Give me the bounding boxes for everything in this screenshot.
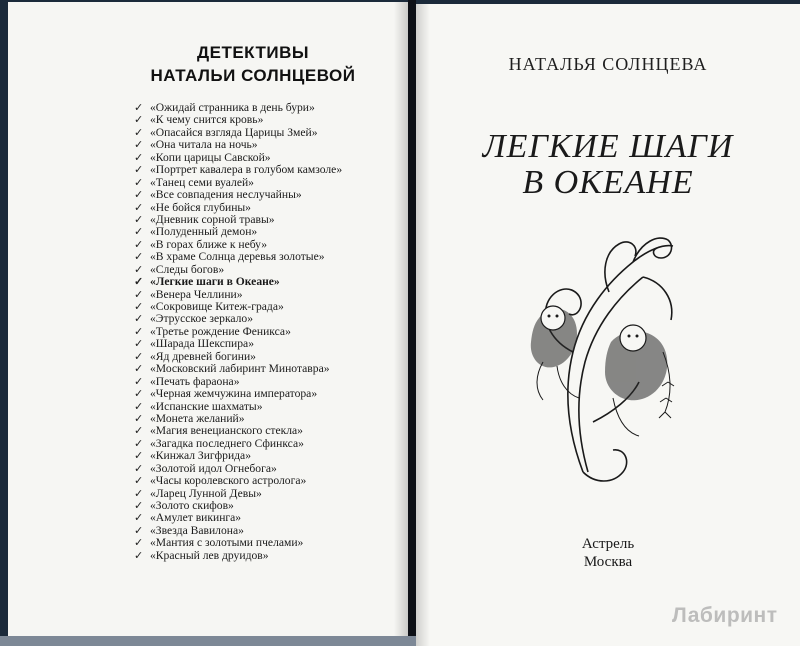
book-list-title: «В храме Солнца деревья золотые» [150,250,325,264]
author-name: НАТАЛЬЯ СОЛНЦЕВА [508,54,708,74]
book-list-title: «Все совпадения неслучайны» [150,188,302,202]
book-list-title: «Магия венецианского стекла» [150,424,303,438]
checkmark-icon: ✓ [134,375,144,388]
checkmark-icon: ✓ [134,400,144,413]
checkmark-icon: ✓ [134,102,144,114]
checkmark-icon: ✓ [134,313,144,326]
checkmark-icon: ✓ [134,301,144,313]
book-list-title: «Испанские шахматы» [150,399,263,413]
book-list-title: «Третье рождение Феникса» [150,324,291,338]
book-list-title: «Часы королевского астролога» [150,474,307,488]
book-list-title: «Загадка последнего Сфинкса» [150,436,304,450]
book-title-list [132,102,342,562]
left-page [8,2,408,638]
publisher-city: Москва [583,554,633,570]
right-page [416,4,800,646]
checkmark-icon: ✓ [134,425,144,438]
checkmark-icon: ✓ [134,288,144,301]
checkmark-icon: ✓ [134,462,144,475]
checkmark-icon: ✓ [134,176,144,189]
checkmark-icon: ✓ [134,126,144,139]
book-list-title: «Амулет викинга» [150,511,242,525]
checkmark-icon: ✓ [134,338,144,351]
checkmark-icon: ✓ [134,139,144,152]
book-list-title: «Золото скифов» [150,499,234,512]
book-gutter [408,0,416,646]
checkmark-icon: ✓ [134,524,144,537]
book-list-title: «Копи царицы Савской» [150,150,271,164]
book-list-title: «Звезда Вавилона» [150,523,244,537]
checkmark-icon: ✓ [134,500,144,512]
publisher-name: Астрель [581,536,635,552]
checkmark-icon: ✓ [134,213,144,226]
book-list-title: «Легкие шаги в Океане» [150,275,280,289]
book-list-title: «Портрет кавалера в голубом камзоле» [150,163,343,177]
checkmark-icon: ✓ [134,325,144,338]
book-list-title: «Опасайся взгляда Царицы Змей» [150,125,318,139]
checkmark-icon: ✓ [134,512,144,525]
checkmark-icon: ✓ [134,475,144,488]
book-list-title: «Этрусское зеркало» [150,312,254,326]
checkmark-icon: ✓ [134,437,144,450]
checkmark-icon: ✓ [134,263,144,276]
book-list-title: «Она читала на ночь» [150,138,258,152]
checkmark-icon: ✓ [134,388,144,401]
book-list-title: «Ожидай странника в день бури» [150,101,315,114]
book-list-title: «Золотой идол Огнебога» [150,461,277,475]
checkmark-icon: ✓ [134,450,144,463]
book-list-title: «Ларец Лунной Девы» [150,486,262,500]
book-list-title: «Черная жемчужина императора» [150,387,318,401]
checkmark-icon: ✓ [134,363,144,376]
book-list-title: «Полуденный демон» [150,225,258,239]
book-list-title: «Яд древней богини» [150,349,256,363]
book-list-title: «Сокровище Китеж-града» [150,300,284,313]
book-list-title: «Шарада Шекспира» [150,337,255,351]
book-list-title: «В горах ближе к небу» [150,237,268,251]
book-list-title: «Красный лев друидов» [150,548,269,562]
book-list-title: «Дневник сорной травы» [150,212,275,226]
book-list-title: «Московский лабиринт Минотавра» [150,362,330,376]
page-shadow [394,2,408,638]
checkmark-icon: ✓ [134,350,144,363]
checkmark-icon: ✓ [134,412,144,425]
checkmark-icon: ✓ [134,151,144,164]
book-list-title: «Следы богов» [150,262,225,276]
book-list-title: «Мантия с золотыми пчелами» [150,536,304,550]
checkmark-icon: ✓ [134,487,144,500]
cherubs-acanthus-ornament-icon [513,222,683,494]
checkmark-icon: ✓ [134,189,144,202]
book-list-title: «Печать фараона» [150,374,240,388]
book-list-title: «К чему снится кровь» [150,113,264,127]
checkmark-icon: ✓ [134,226,144,239]
watermark: Лабиринт [672,604,778,627]
checkmark-icon: ✓ [134,201,144,214]
book-list-title: «Не бойся глубины» [150,200,251,214]
checkmark-icon: ✓ [134,549,144,562]
book-list-item [132,550,342,562]
checkmark-icon: ✓ [134,164,144,177]
book-list-title: «Венера Челлини» [150,287,243,301]
checkmark-icon: ✓ [134,251,144,264]
book-list-title: «Монета желаний» [150,411,245,425]
checkmark-icon: ✓ [134,537,144,550]
scan-background-strip [0,636,416,646]
series-heading-line2: НАТАЛЬИ СОЛНЦЕВОЙ [150,66,356,85]
checkmark-icon: ✓ [134,114,144,127]
book-list-title: «Кинжал Зигфрида» [150,449,252,463]
checkmark-icon: ✓ [134,276,144,289]
book-title-line2: В ОКЕАНЕ [522,164,694,201]
book-title-line1: ЛЕГКИЕ ШАГИ [482,128,734,165]
checkmark-icon: ✓ [134,238,144,251]
book-list-title: «Танец семи вуалей» [150,175,254,189]
series-heading-line1: ДЕТЕКТИВЫ [197,43,309,62]
